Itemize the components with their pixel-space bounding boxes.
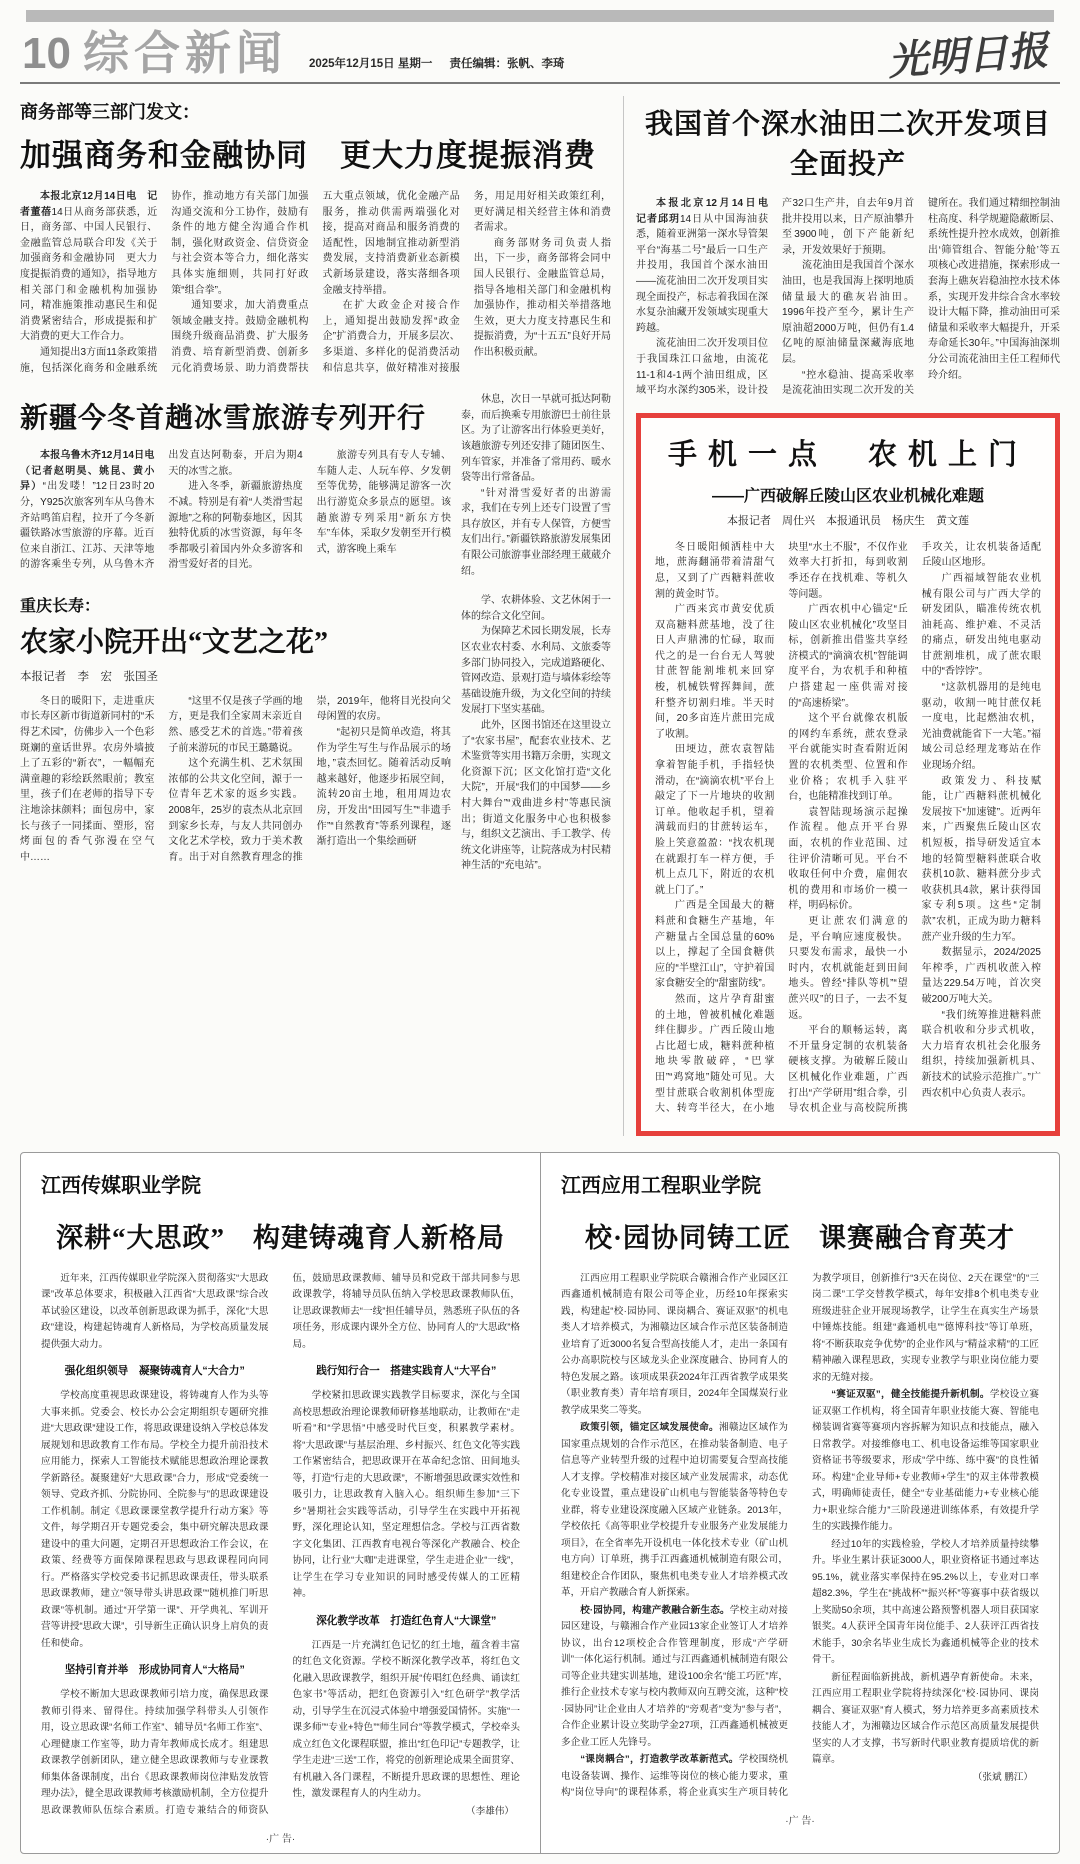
date-text: 2025年12月15日 星期一 <box>308 58 433 70</box>
article-shangwu-body: 本报北京12月14日电 记者董蓓14日从商务部获悉，近日，商务部、中国人民银行、金融监管总局联合印发《关于加强商务和金融协同 更大力度提振消费的通知》，指导地方相关部门和金融机构加强协同，精准施策推动惠民生和促消费紧密结合，形成提振和扩大消费的更大工作合力。 通知提出3方面11条政策措施，包括深化商务和金融系统协作，推动地方有关部门加强沟通交流和分工协作，鼓励有条件的地方健全沟通合作机制，强化财政资金、信贷资金与社会资本等合力，细化落实具体实施细则，共同打好政策“组合拳”。 通知要求，加大消费重点领域金融支持。鼓励金融机构围绕升级商品消费、扩大服务消费、培育新型消费、创新多元化消费场景、助力消费帮扶五大重点领域，优化金融产品服务，推动供需两端强化对接，提高对商品和服务消费的适配性，因地制宜推动新型消费发展，支持消费新业态新模式新场景建设，落实落细各项金融支持举措。 在扩大政金企对接合作上，通知提出鼓励发挥“政金企”扩消费合力，开展多层次、多渠道、多样化的促消费活动和信息共享，做好精准对接服务，用足用好相关政策红利，更好满足相关经营主体和消费者需求。 商务部财务司负责人指出，下一步，商务部将会同中国人民银行、金融监管总局，指导各地相关部门和金融机构加强协作，推动相关举措落地生效，更大力度支持惠民生和提振消费，为“十五五”良好开局作出积极贡献。 <box>20 191 611 374</box>
advert-right-kicker: 江西应用工程职业学院 <box>561 1174 761 1197</box>
advert-jiangxi-media-college <box>21 1153 540 1854</box>
article-nongji-title: 手机一点 农机上门 <box>667 438 1028 471</box>
left-region <box>20 96 623 1136</box>
right-region <box>623 96 1060 1136</box>
advert-jiangxi-engineering-college <box>540 1153 1059 1854</box>
article-youtian <box>636 102 1060 399</box>
article-chongqing-kicker: 重庆长寿： <box>20 597 101 615</box>
date-editor-line <box>309 55 579 76</box>
article-shangwu-kicker: 商务部等三部门发文： <box>20 102 200 122</box>
article-chongqing-byline: 本报记者 李 宏 张国圣 <box>20 670 158 683</box>
article-chongqing <box>20 593 451 866</box>
article-chongqing-headline: 农家小院开出“文艺之花” <box>20 626 329 658</box>
advert-left-headline: 深耕“大思政” 构建铸魂育人新格局 <box>56 1222 505 1253</box>
page-number: 10 <box>22 29 71 78</box>
article-nongji-body: 冬日暖阳倾洒桂中大地，蔗海翻涌带着清甜气息，又到了广西糖料蔗收割的黄金时节。 广西来宾市黄安优质双高糖料蔗基地，没了往日人声鼎沸的忙碌，取而代之的是一台台无人驾驶甘蔗智能割堆机来回穿梭，机械铁臂挥舞间，蔗秆整齐切割归堆。半天时间，20多亩连片蔗田完成了收割。 田埂边，蔗农袁智陆拿着智能手机，手指轻快滑动，在“滴滴农机”平台上敲定了下一片地块的收割订单。他收起手机，望着满载而归的甘蔗转运车，脸上笑意盈盈：“找农机现在就跟打车一样方便，手机上点几下，附近的农机就上门了。” 广西是全国最大的糖料蔗和食糖生产基地，年产糖量占全国总量的60%以上，撑起了全国食糖供应的“半壁江山”，守护着国家食糖安全的“甜蜜防线”。 然而，这片孕育甜蜜的土地，曾被机械化难题绊住脚步。广西丘陵山地占比超七成，糖料蔗种植地块零散破碎，“巴掌田”“鸡窝地”随处可见。大型甘蔗联合收割机体型庞大、转弯半径大，在小地块里“水土不服”，不仅作业效率大打折扣，每到收割季还存在找机难、等机久等问题。 广西农机中心锚定“丘陵山区农业机械化”攻坚目标，创新推出借鉴共享经济模式的“滴滴农机”智能调度平台，为农机手和种植户搭建起一座供需对接的“高速桥梁”。 这个平台就像农机版的网约车系统，蔗农登录平台就能实时查看附近闲置的农机类型、位置和作业价格；农机手入驻平台，也能精准找到订单。 袁智陆现场演示起操作流程。他点开平台界面，农机的作业范围、过往评价清晰可见。平台不收取任何中介费，雇佣农机的费用和市场价一模一样，明码标价。 更让蔗农们满意的是，平台响应速度极快。只要发布需求，最快一小时内，农机就能赶到田间地头。曾经“排队等机”“望蔗兴叹”的日子，一去不复返。 平台的顺畅运转，离不开量身定制的农机装备硬核支撑。为破解丘陵山区机械化作业难题，广西打出“产学研用”组合拳，引导农机企业与高校院所携手攻关，让农机装备适配丘陵山区地形。 广西福域智能农业机械有限公司与广西大学的研发团队，瞄准传统农机油耗高、维护难、不灵活的痛点，研发出纯电驱动甘蔗割堆机，成了蔗农眼中的“香饽饽”。 “这款机器用的是纯电驱动，收割一吨甘蔗仅耗一度电，比起燃油农机，光油费就能省下一大笔。”福域公司总经理龙骞站在作业现场介绍。 政策发力、科技赋能，让广西糖料蔗机械化发展按下“加速键”。近两年来，广西聚焦丘陵山区农机短板，指导研发适宜本地的轻简型糖料蔗联合收获机10款、糖料蔗分步式收获机具4款，累计获得国家专利5项。这些“定制款”农机，正成为助力糖料蔗产业升级的生力军。 数据显示，2024/2025年榨季，广西机收蔗入榨量达229.54万吨，首次突破200万吨大关。 “我们统筹推进糖料蔗联合机收和分步式机收，大力培育农机社会化服务组织，持续加强新机具、新技术的试验示范推广。”广西农机中心负责人表示。 <box>655 541 1041 1115</box>
advert-right-footer: ·广 告· <box>785 1815 815 1827</box>
editor-text: 责任编辑：张帆、李琦 <box>449 58 565 70</box>
highlight-box-nongji <box>636 413 1060 1136</box>
xinjiang-continuation: 休息，次日一早就可抵达阿勒泰，而后换乘专用旅游巴士前往景区。为了让游客出行体验更美好，该趟旅游专列还安排了随团医生、列车管家，并准备了常用药、暖水袋等出行常备品。 “针对滑雪爱好者的出游需求，我们在专列上还专门设置了雪具存放区，并有专人保管，方便雪友们出行。”新疆铁路旅游发展集团有限公司旅游事业部经理王葳葳介绍。 <box>461 394 611 577</box>
article-youtian-body: 本报北京12月14日电 记者邱玥14日从中国海油获悉，随着亚洲第一深水导管架平台“海基二号”最后一口生产井投用，我国首个深水油田——流花油田二次开发项目实现全面投产，标志着我国在深水复杂油藏开发领域实现重大跨越。 流花油田二次开发项目位于我国珠江口盆地，由流花11-1和4-1两个油田组成，区域平均水深约305米，设计投产32口生产井，自去年9月首批井投用以来，日产原油攀升至3900吨，创下产能新纪录，开发效果好于预期。 流花油田是我国首个深水油田，也是我国海上探明地质储量最大的礁灰岩油田。1996年投产至今，累计生产原油超2000万吨，但仍有1.4亿吨的原油储量深藏海底地层。 “控水稳油、提高采收率是流花油田实现二次开发的关键所在。我们通过精细控制油柱高度、科学规避隐蔽断层、系统性提升控水成效，创新推出‘筛管组合、智能分舱’等五项核心改进措施，探索形成一套海上礁灰岩稳油控水技术体系，实现开发井综合含水率较设计大幅下降，推动油田可采储量和采收率大幅提升，开采寿命延长30年。”中国海油深圳分公司流花油田主任工程师代玲介绍。 <box>636 198 1060 397</box>
article-nongji-subtitle: ——广西破解丘陵山区农业机械化难题 <box>711 487 984 505</box>
advert-right-headline: 校·园协同铸工匠 课赛融合育英才 <box>584 1222 1015 1253</box>
middle-section <box>20 392 611 888</box>
article-xinjiang-body: 本报乌鲁木齐12月14日电（记者赵明昊、姚昆、黄小异）“出发喽！”12日23时20分，Y925次旅客列车从乌鲁木齐站鸣笛启程，拉开了今冬新疆铁路冰雪旅游的序幕。近百位来自浙江、江苏、天津等地的游客乘坐专列，从乌鲁木齐出发直达阿勒泰，开启为期4天的冰雪之旅。 进入冬季，新疆旅游热度不减。特别是有着“人类滑雪起源地”之称的阿勒泰地区，因其独特优质的冰雪资源，每年冬季都吸引着国内外众多游客和滑雪爱好者的目光。 旅游专列具有专人专辅、车随人走、人玩车停、夕发朝至等优势，能够满足游客一次出行游览众多景点的愿望。该趟旅游专列采用“新东方快车”车体，采取夕发朝至开行模式，游客晚上乘车 <box>20 450 451 571</box>
article-chongqing-body: 冬日的暖阳下，走进重庆市长寿区新市街道新同村的“禾得艺术园”，仿佛步入一个色彩斑斓的童话世界。农房外墙披上了五彩的“新衣”，一幅幅充满童趣的彩绘跃然眼前；教室里，孩子们在老师的指导下专注地涂抹颜料；面包房中，家长与孩子一同揉面、塑形，窑烤面包的香气弥漫在空气中…… “这里不仅是孩子学画的地方，更是我们全家周末亲近自然、感受艺术的首选。”带着孩子前来游玩的市民王璐璐说。 这个充满生机、艺术氛围浓郁的公共文化空间，源于一位青年艺术家的返乡实践。2008年，25岁的袁杰从北京回到家乡长寿，与友人共同创办文化艺术学校，致力于美术教育。出于对自然教育理念的推崇，2019年，他将目光投向父母闲置的农房。 “起初只是简单改造，将其作为学生写生与作品展示的场地，”袁杰回忆。随着活动反响越来越好，他逐步拓展空间，流转20亩土地，租用周边农房，开发出“田园写生”“非遗手作”“自然教育”等系列课程，逐渐打造出一个集绘画研 <box>20 695 451 863</box>
article-xinjiang <box>20 396 451 573</box>
page-content <box>0 96 1080 1136</box>
article-shangwu <box>20 98 611 376</box>
advert-left-footer: ·广 告· <box>265 1834 296 1846</box>
chongqing-continuation: 学、农耕体验、文艺休闲于一体的综合文化空间。 为保障艺术园长期发展，长寿区农业农村委、水利局、文旅委等多部门协同投入，完成道路硬化、管网改造、景观打造与墙体彩绘等基础设施升级，为文化空间的持续发展打下坚实基础。 此外，区图书馆还在这里设立了“农家书屋”，配套农业技术、艺术鉴赏等实用书籍万余册，实现文化资源下沉；区文化馆打造“文化大院”，开展“我们的中国梦——乡村大舞台”“戏曲进乡村”等惠民演出；街道文化服务中心也积极参与，组织文艺演出、手工教学、传统文化讲座等，让院落成为村民精神生活的“充电站”。 <box>461 595 611 872</box>
middle-main-column <box>20 392 451 888</box>
article-xinjiang-headline: 新疆今冬首趟冰雪旅游专列开行 <box>20 403 427 435</box>
article-shangwu-headline: 加强商务和金融协同 更大力度提振消费 <box>20 138 596 173</box>
section-title: 综合新闻 <box>82 27 287 79</box>
advert-left-kicker: 江西传媒职业学院 <box>41 1174 201 1197</box>
newspaper-logo: 光明日报 <box>886 26 1050 85</box>
article-youtian-headline: 我国首个深水油田二次开发项目全面投产 <box>644 109 1051 180</box>
advert-left-body: 近年来，江西传媒职业学院深入贯彻落实“大思政课”改革总体要求，积极融入江西省“大思政课”综合改革试验区建设，以改革创新思政课为抓手，深化“大思政”建设，构建起铸魂育人新格局，为学校高质量发展提供强大动力。 强化组织领导 凝聚铸魂育人“大合力” 学校高度重视思政课建设，将铸魂育人作为头等大事来抓。党委会、校长办公会定期组织专题研究推进“大思政课”建设工作，将思政课建设纳入学校总体发展规划和思政教育工作布局。学校全力提升前沿技术应用能力，探索人工智能技术赋能思想政治理论课教学新路径。凝聚建好“大思政课”合力，形成“党委统一领导、党政齐抓、分院协同、全院参与”的思政课建设工作机制。制定《思政课课堂教学提升行动方案》等文件，每学期召开专题党委会，集中研究解决思政课建设中的重大问题，定期召开思想政治工作会议，在政策、经费等方面保障课程思政与思政课程同向同行。严格落实学校党委书记抓思政课责任，带头联系思政课教师，建立“领导带头讲思政课”“随机推门听思政课”等机制。通过“开学第一课”、开学典礼、军训开营等讲授“思政大课”，引导新生正确认识身上肩负的责任和使命。 坚持引育并举 形成协同育人“大格局” 学校不断加大思政课教师引培力度，确保思政课教师引得来、留得住。持续加强学科带头人引领作用，设立思政课“名师工作室”、辅导员“名师工作室”、心理健康工作室等，助力青年教师成长成才。组建思政课教学创新团队，建立健全思政课教师与专业课教师集体备课制度，出台《思政课教师岗位津贴发放管理办法》，健全思政课教师考核激励机制，全方位提升思政课教师队伍综合素质。打造专兼结合的师资队伍，鼓励思政课教师、辅导员和党政干部共同参与思政课教学，将辅导员队伍纳入学校思政课教师队伍，让思政课教师去“一线”担任辅导员，熟悉班子队伍的各项任务，形成课内课外全方位、协同育人的“大思政”格局。 践行知行合一 搭建实践育人“大平台” 学校紧扣思政课实践教学目标要求，深化与全国高校思想政治理论课教师研修基地联动，让教师在“走听看”和“学思悟”中感受时代巨变，积累教学素材。将“大思政课”与基层治理、乡村振兴、红色文化等实践工作紧密结合，把思政课开在革命纪念馆、田间地头等，打造“行走的大思政课”，不断增强思政课实效性和吸引力，让思政教育入脑入心。组织师生参加“三下乡”暑期社会实践等活动，引导学生在实践中开拓视野，深化理论认知，坚定理想信念。学校与江西省数字文化集团、江西教育电视台等深化产教融合、校企协同，让行业“大咖”走进课堂，学生走进企业“一线”，让学生在学习专业知识的同时感受传媒人的工匠精神。 深化教学改革 打造红色育人“大课堂” 江西是一片充满红色记忆的红土地，蕴含着丰富的红色文化资源。学校不断深化教学改革，将红色文化融入思政课教学，组织开展“传唱红色经典、诵读红色家书”等活动，把红色资源引入“红色研学”教学活动，引导学生在沉浸式体验中增强爱国情怀。实施“一课多师”“专业+特色”“师生同台”等教学模式，学校牵头成立红色文化课程联盟，推出“红色印记”专题教学，让学生走进“三送”工作，将党的创新理论成果全面贯穿、有机融入各门课程，不断提升思政课的思想性、理论性，激发课程育人的内生动力。 （李雄伟） <box>41 1272 520 1817</box>
page-top-strip <box>26 10 1054 22</box>
article-nongji-byline: 本报记者 周仕兴 本报通讯员 杨庆生 黄文莲 <box>727 514 969 527</box>
middle-side-column <box>461 392 611 888</box>
advert-right-body: 江西应用工程职业学院联合赣湘合作产业园区江西鑫通机械制造有限公司等企业，历经10年探索实践，构建起“校·园协同、课岗耦合、赛证双驱”的机电类人才培养模式，为湘赣边区域合作示范区装备制造业培育了近3000名复合型高技能人才，走出一条国有公办高职院校与区域龙头企业深度融合、协同育人的特色发展之路。该项成果获2024年江西省教学成果奖（职业教育类）青年培育项目，2024年全国煤炭行业教学成果奖二等奖。 政策引领，锚定区域发展使命。湘赣边区域作为国家重点规划的合作示范区，在推动装备制造、电子信息等产业转型升级的过程中迫切需要复合型高技能人才支撑。学校精准对接区域产业发展需求，动态优化专业设置，重点建设矿山机电与智能装备等特色专业群，将专业建设深度融入区域产业链条。2013年，学校依托《高等职业学校提升专业服务产业发展能力项目》，在全省率先开设机电一体化技术专业（矿山机电方向）订单班，携手江西鑫通机械制造有限公司，组建校企合作团队，聚焦机电类专业人才培养模式改革，开启产教融合育人新探索。 校·园协同，构建产教融合新生态。学校主动对接园区建设，与赣湘合作产业园13家企业签订人才培养协议，出台12项校企合作管理制度，形成“产学研训”一体化运行机制。通过与江西鑫通机械制造有限公司等企业共建实训基地，建设100余名“能工巧匠”库，推行企业技术专家与校内教师双向互聘交流，这种“校·园协同”让企业由人才培养的“旁观者”变为“参与者”，合作企业累计设立奖助学金27项，江西鑫通机械被更多企业工匠人先锋号。 “课岗耦合”，打造教学改革新范式。学校围绕机电设备装调、操作、运维等岗位的核心能力要求，重构“岗位导向”的课程体系，将企业真实生产项目转化为教学项目，创新推行“3天在岗位、2天在课堂”的“三岗二课”工学交替教学模式，每年安排8个机电类专业班级进驻企业开展现场教学，让学生在真实生产场景中锤炼技能。组建“鑫通机电”“德博科技”等订单班，将“不断获取竞争优势”的企业作风与“精益求精”的工匠精神融入课程思政，实现专业教学与职业岗位能力要求的无缝对接。 “赛证双驱”，健全技能提升新机制。学校设立赛证双驱工作机构，将全国青年职业技能大赛、智能电梯装调省赛等赛项内容拆解为知识点和技能点，融入日常教学。对接维修电工、机电设备运维等国家职业资格证书等级要求，形成“学中练、练中赛”的良性循环。构建“企业导师+专业教师+学生”的双主体带教模式，明确师徒责任，健全“专业基础能力+专业核心能力+职业综合能力”三阶段递进训练体系，有效提升学生的实践操作能力。 经过10年的实践检验，学校人才培养质量持续攀升。毕业生累计获证3000人，职业资格证书通过率达95.1%，就业落实率保持在95.2%以上，专业对口率超82.3%，学生在“挑战杯”“振兴杯”等赛事中获省级以上奖励50余项，其中高速公路预警机器人项目获国家银奖。4人获评全国青年岗位能手、2人获评江西省技术能手，30余名毕业生成长为鑫通机械等企业的技术骨干。 新征程面临新挑战，新机遇孕育新使命。未来，江西应用工程职业学院将持续深化“校·园协同、课岗耦合、赛证双驱”育人模式，努力培养更多高素质技术技能人才，为湘赣边区域合作示范区高质量发展提供坚实的人才支撑，书写新时代职业教育提质培优的新篇章。 （张斌 鹏江） <box>561 1272 1040 1799</box>
masthead <box>0 22 1080 85</box>
advert-section <box>20 1152 1060 1855</box>
